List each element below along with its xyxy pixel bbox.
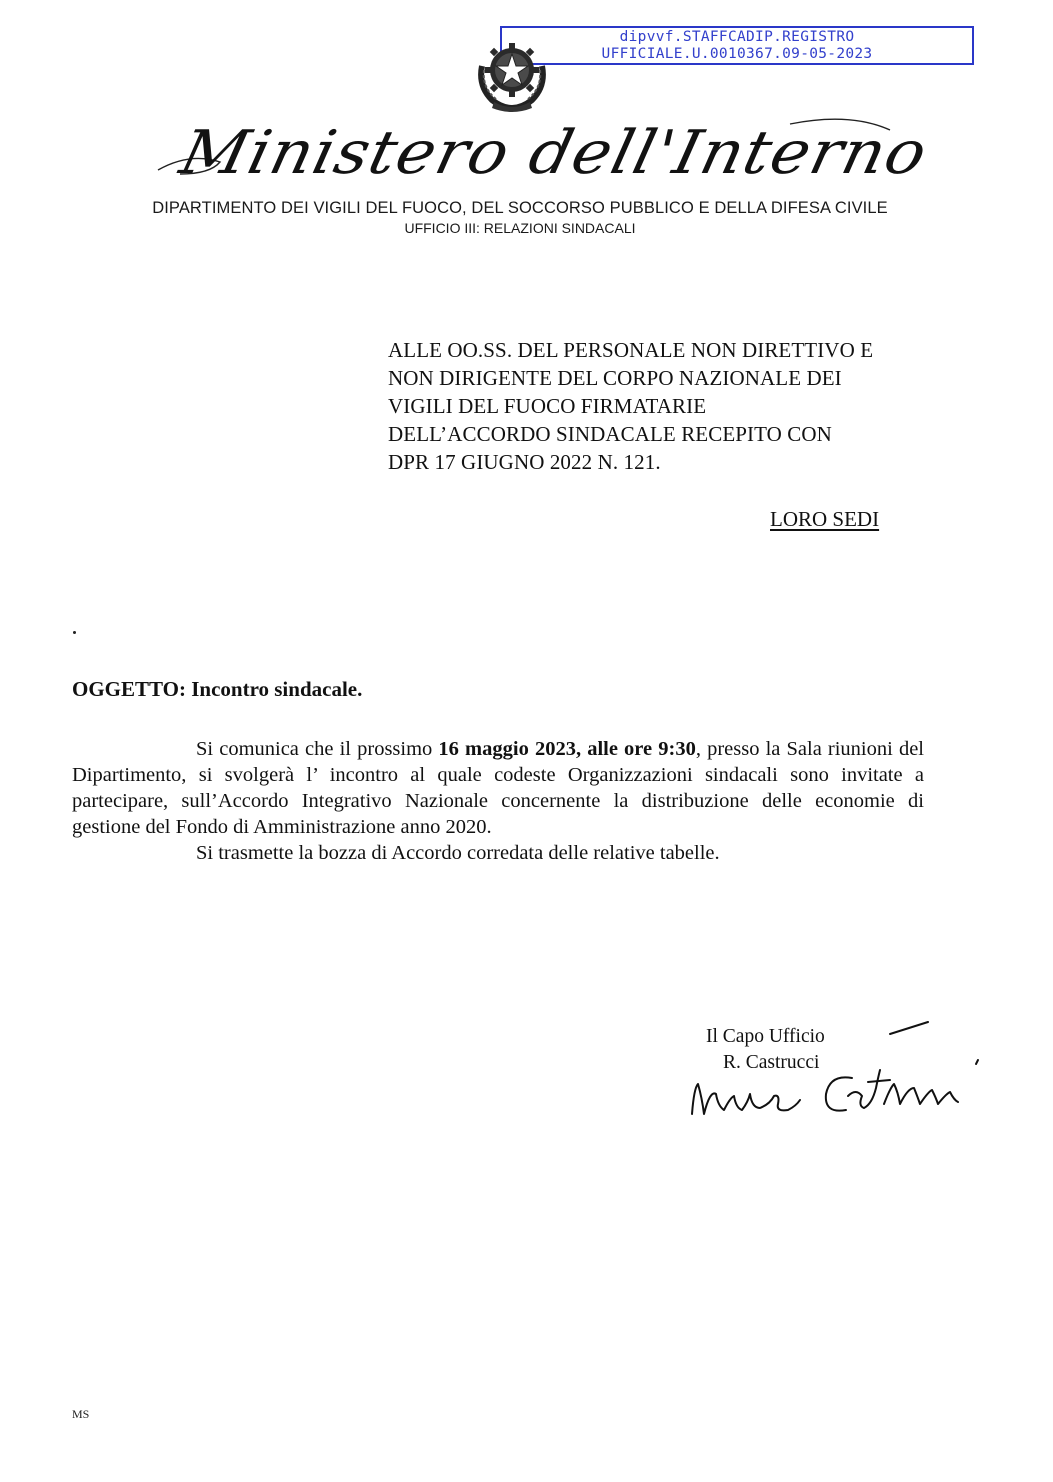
signatory-name: R. Castrucci bbox=[723, 1052, 820, 1073]
recipient-line: DPR 17 GIUGNO 2022 N. 121. bbox=[388, 450, 661, 474]
protocol-line-2: UFFICIALE.U.0010367.09-05-2023 bbox=[601, 46, 873, 62]
recipient-line: VIGILI DEL FUOCO FIRMATARIE bbox=[388, 394, 707, 418]
signatory-role: Il Capo Ufficio bbox=[706, 1026, 825, 1047]
recipient-line: DELL’ACCORDO SINDACALE RECEPITO CON bbox=[388, 422, 832, 446]
handwritten-signature-icon bbox=[680, 1018, 1000, 1128]
protocol-stamp bbox=[500, 26, 974, 65]
loro-sedi: LORO SEDI bbox=[770, 507, 880, 531]
body-text: Si comunica che il prossimo bbox=[196, 738, 439, 760]
recipient-line: NON DIRIGENTE DEL CORPO NAZIONALE DEI bbox=[388, 366, 842, 390]
ministry-name: Ministero dell'Interno bbox=[173, 118, 935, 188]
subject-line: OGGETTO: Incontro sindacale. bbox=[72, 677, 363, 701]
recipient-block bbox=[388, 336, 988, 476]
meeting-date: 16 maggio 2023, alle ore 9:30 bbox=[438, 738, 696, 760]
recipient-line: ALLE OO.SS. DEL PERSONALE NON DIRETTIVO E bbox=[388, 338, 874, 362]
protocol-line-1: dipvvf.STAFFCADIP.REGISTRO bbox=[619, 29, 855, 45]
department-name: DIPARTIMENTO DEI VIGILI DEL FUOCO, DEL SOCCORSO PUBBLICO E DELLA DIFESA CIVILE bbox=[152, 199, 888, 217]
body-paragraph bbox=[72, 736, 924, 840]
ministry-title bbox=[150, 112, 935, 188]
republic-emblem-icon bbox=[470, 36, 554, 112]
office-name: UFFICIO III: RELAZIONI SINDACALI bbox=[404, 220, 636, 236]
letter-body bbox=[72, 736, 924, 866]
body-text: , presso la Sala riunioni del Dipartimento, si svolgerà l’ incontro al quale codeste Organizzazioni sindacali sono invitate a partecipare, sull’Accordo Integrativo Nazionale concernente la distribuzione delle economie di gestione del Fondo di Amministrazione anno 2020. bbox=[72, 738, 924, 838]
body-paragraph: Si trasmette la bozza di Accordo corredata delle relative tabelle. bbox=[196, 842, 720, 864]
scan-dot bbox=[73, 631, 76, 634]
footer-initials: MS bbox=[72, 1407, 90, 1421]
